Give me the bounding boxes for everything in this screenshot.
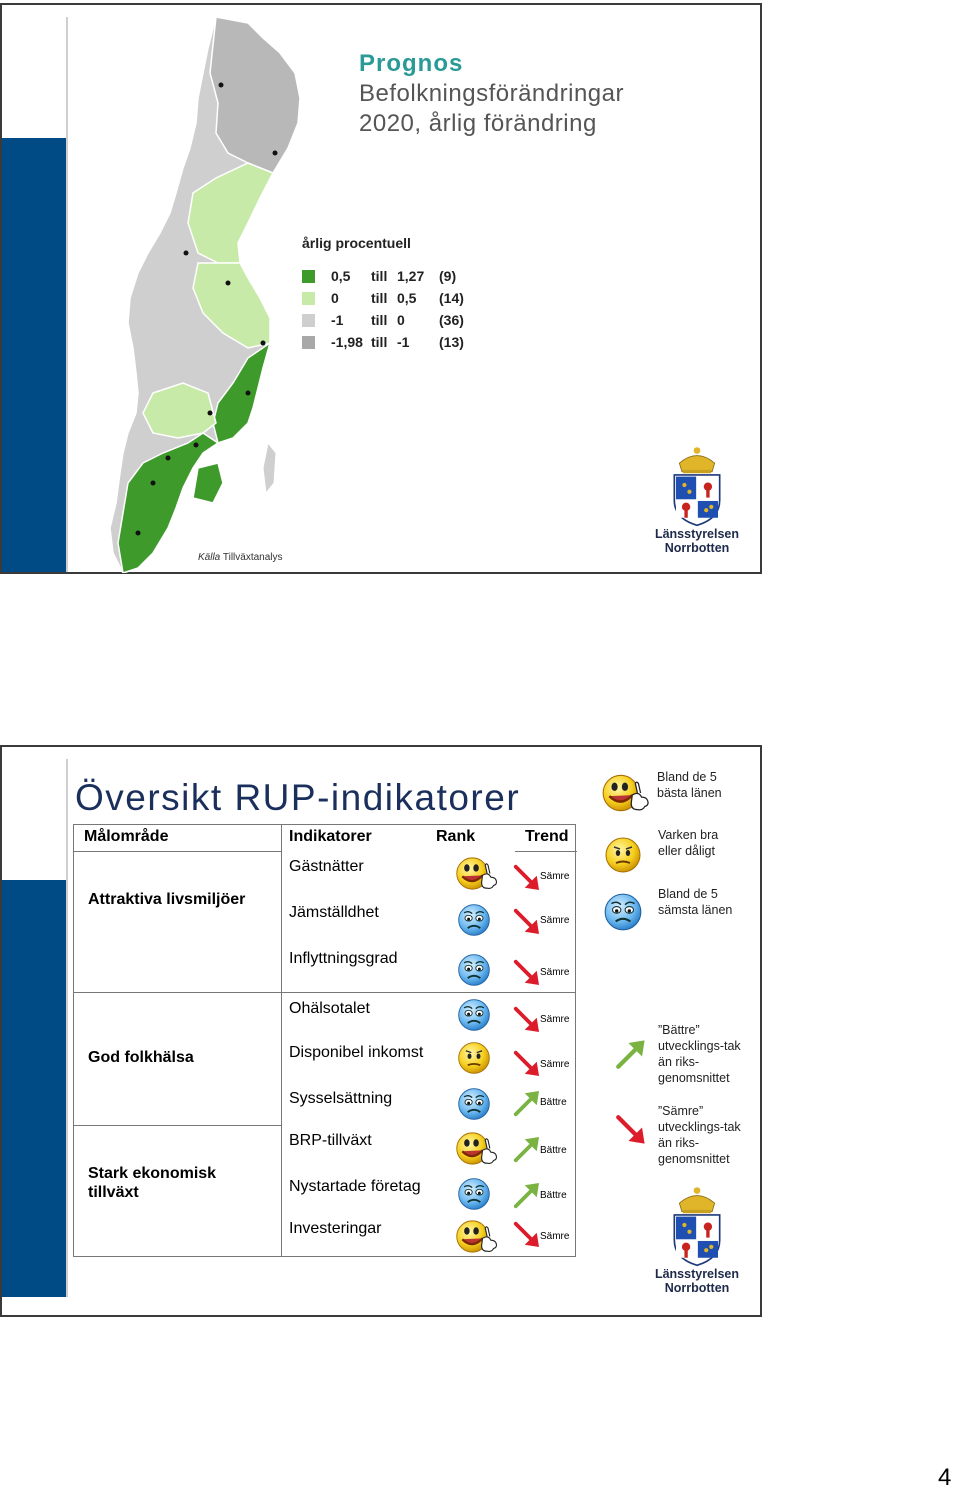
legend-swatch [302,270,315,283]
slide-rup-overview [0,745,762,1317]
legend-row [302,331,479,353]
legend-down-arrow-icon [614,1113,648,1147]
legend-worst-face-icon [602,891,644,933]
source-label: Källa [198,552,221,563]
trend-down-arrow-icon [512,1005,542,1035]
legend-from: -1,98 [331,334,363,350]
goal-stark-ekonomisk-tillvaxt: Stark ekonomisk tillväxt [88,1165,217,1201]
indicator-disponibel-inkomst: Disponibel inkomst [289,1044,424,1061]
trend-label: Bättre [540,1097,567,1108]
header-separator [515,851,577,852]
indicator-brp-tillvaxt: BRP-tillväxt [289,1132,372,1149]
legend-best-face-icon [600,772,652,814]
coat-of-arms-icon [666,1183,728,1267]
indicator-gastnatter: Gästnätter [289,858,364,875]
header-separator [74,851,281,852]
legend-to: 0,5 [397,290,417,306]
legend-down-text: ”Sämre” utvecklings-tak än riks-genomsnittet [658,1104,741,1166]
trend-up-arrow-icon [512,1180,542,1210]
legend-best-text: Bland de 5 bästa länen [657,770,722,800]
slide-subtitle-line2: 2020, årlig förändring [359,110,597,137]
trend-label: Sämre [540,967,570,978]
trend-down-arrow-icon [512,1220,542,1250]
trend-down-arrow-icon [512,907,542,937]
row-separator [74,1125,281,1126]
legend-to-word: till [371,334,388,350]
rank-best-face-icon [454,1218,500,1255]
trend-label: Sämre [540,1231,570,1242]
legend-to: 1,27 [397,268,425,284]
legend-row [302,265,479,287]
trend-label: Bättre [540,1190,567,1201]
slide-prognos [0,3,762,574]
header-trend: Trend [525,828,569,845]
legend-from: 0 [331,290,339,306]
legend-swatch [302,314,315,327]
indicator-nystartade-foretag: Nystartade företag [289,1178,421,1195]
legend-to: 0 [397,312,405,328]
legend-count: (13) [439,334,464,350]
page-number: 4 [938,1464,952,1491]
rank-best-face-icon [454,1130,500,1167]
logo-line2: Norrbotten [664,541,730,555]
map-legend [302,235,479,353]
legend-row [302,309,479,331]
trend-label: Sämre [540,871,570,882]
indicator-inflyttningsgrad: Inflyttningsgrad [289,950,398,967]
legend-from: 0,5 [331,268,351,284]
legend-count: (36) [439,312,464,328]
legend-title: årlig procentuell [302,235,411,251]
rank-worst-face-icon [456,902,492,938]
trend-up-arrow-icon [512,1088,542,1118]
rank-worst-face-icon [456,1086,492,1122]
indicator-table [73,824,576,1257]
coat-of-arms-icon [662,443,732,527]
source-caption [198,552,283,563]
header-indicators: Indikatorer [289,828,372,845]
indicator-investeringar: Investeringar [289,1220,382,1237]
legend-up-text: ”Bättre” utvecklings-tak än riks-genomsnittet [658,1023,741,1085]
legend-up-arrow-icon [614,1037,648,1071]
legend-to-word: till [371,312,388,328]
indicator-ohalsotalet: Ohälsotalet [289,1000,370,1017]
legend-worst-text: Bland de 5 sämsta länen [658,887,733,917]
table-column-divider [281,825,282,1256]
indicator-sysselsattning: Sysselsättning [289,1090,393,1107]
sweden-population-map [98,13,313,573]
trend-up-arrow-icon [512,1134,542,1164]
source-text: Tillväxtanalys [222,552,283,563]
logo-line2: Norrbotten [664,1281,730,1295]
legend-neutral-face-icon [603,835,643,875]
legend-neutral-text: Varken bra eller dåligt [658,828,719,858]
legend-count: (14) [439,290,464,306]
header-rank: Rank [436,828,476,845]
trend-down-arrow-icon [512,1049,542,1079]
slide-sidebar-accent [2,880,66,1297]
rank-worst-face-icon [456,1176,492,1212]
logo-line1: Länsstyrelsen [654,527,740,541]
slide-title: Prognos [359,50,464,77]
slide-title-block [359,49,624,139]
legend-swatch [302,292,315,305]
legend-to: -1 [397,334,410,350]
rank-neutral-face-icon [456,1040,492,1076]
trend-label: Sämre [540,1059,570,1070]
lansstyrelsen-logo [652,443,742,555]
slide-subtitle-line1: Befolkningsförändringar [359,80,624,107]
trend-label: Bättre [540,1145,567,1156]
slide-title: Översikt RUP-indikatorer [75,777,521,818]
indicator-jamstalldhet: Jämställdhet [289,904,379,921]
rank-worst-face-icon [456,997,492,1033]
logo-line1: Länsstyrelsen [654,1267,740,1281]
trend-label: Sämre [540,915,570,926]
legend-row [302,287,479,309]
rank-best-face-icon [454,855,500,892]
slide-divider-line [66,17,68,572]
legend-swatch [302,336,315,349]
trend-down-arrow-icon [512,863,542,893]
slide-divider-line [66,759,68,1297]
legend-to-word: till [371,290,388,306]
lansstyrelsen-logo [652,1183,742,1295]
trend-label: Sämre [540,1014,570,1025]
row-separator [74,992,575,993]
goal-god-folkhalsa: God folkhälsa [88,1049,194,1066]
legend-from: -1 [331,312,344,328]
legend-count: (9) [439,268,457,284]
header-goal: Målområde [84,828,169,845]
legend-to-word: till [371,268,388,284]
trend-down-arrow-icon [512,958,542,988]
goal-attraktiva-livsmiljoer: Attraktiva livsmiljöer [88,891,246,908]
slide-sidebar-accent [2,138,66,572]
rank-worst-face-icon [456,952,492,988]
